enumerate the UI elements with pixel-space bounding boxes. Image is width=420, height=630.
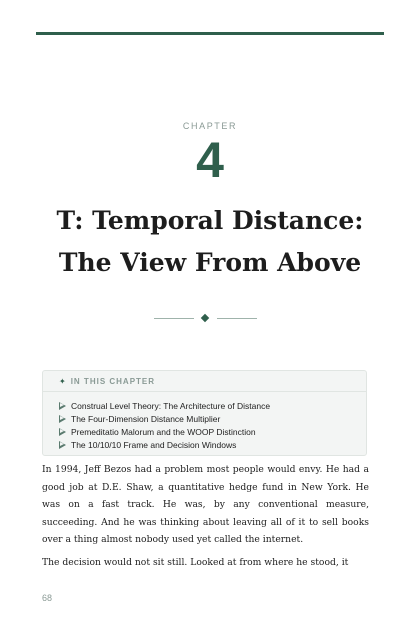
ornament-line-left: [154, 318, 194, 319]
list-item: [59, 425, 270, 438]
triangle-bullet-icon: [59, 402, 66, 410]
list-item-label: Construal Level Theory: The Architecture of Distance: [71, 400, 271, 411]
top-rule: [36, 32, 384, 35]
chapter-number: 4: [196, 132, 224, 188]
ornament-line-right: [217, 318, 257, 319]
box-divider: [43, 391, 366, 392]
list-item-label: Premeditatio Malorum and the WOOP Distinction: [71, 426, 256, 437]
list-item: [59, 438, 270, 451]
triangle-bullet-icon: [59, 415, 66, 423]
in-this-chapter-header: [59, 377, 155, 386]
in-this-chapter-label: IN THIS CHAPTER: [70, 377, 156, 386]
chapter-label: CHAPTER: [182, 121, 238, 131]
list-item: [59, 412, 270, 425]
triangle-bullet-icon: [59, 428, 66, 436]
chapter-title: [20, 200, 400, 284]
title-ornament: [154, 311, 257, 325]
list-item-label: The Four-Dimension Distance Multiplier: [71, 413, 221, 424]
diamond-icon: [201, 314, 209, 322]
chapter-title-line-2: The View From Above: [58, 248, 362, 277]
page-number: 68: [42, 593, 53, 603]
body-paragraph: The decision would not sit still. Looked at from where he stood, it: [42, 556, 349, 568]
body-text: [42, 461, 369, 577]
chapter-title-line-1: T: Temporal Distance:: [56, 206, 364, 235]
body-paragraph: In 1994, Jeff Bezos had a problem most people would envy. He had a good job at D.E. Shaw, a quantitative hedge fund in New York. He was on a fast track. He was, by any conventional measure, succeeding. And he was thinking about leaving all of it to sell books over a thing almost nobody used yet called the internet.: [42, 464, 369, 546]
chapter-topics-list: [59, 399, 270, 451]
list-item: [59, 399, 270, 412]
list-item-label: The 10/10/10 Frame and Decision Windows: [71, 439, 237, 450]
in-this-chapter-box: [42, 370, 367, 456]
triangle-bullet-icon: [59, 441, 66, 449]
star-icon: ✦: [59, 377, 67, 386]
